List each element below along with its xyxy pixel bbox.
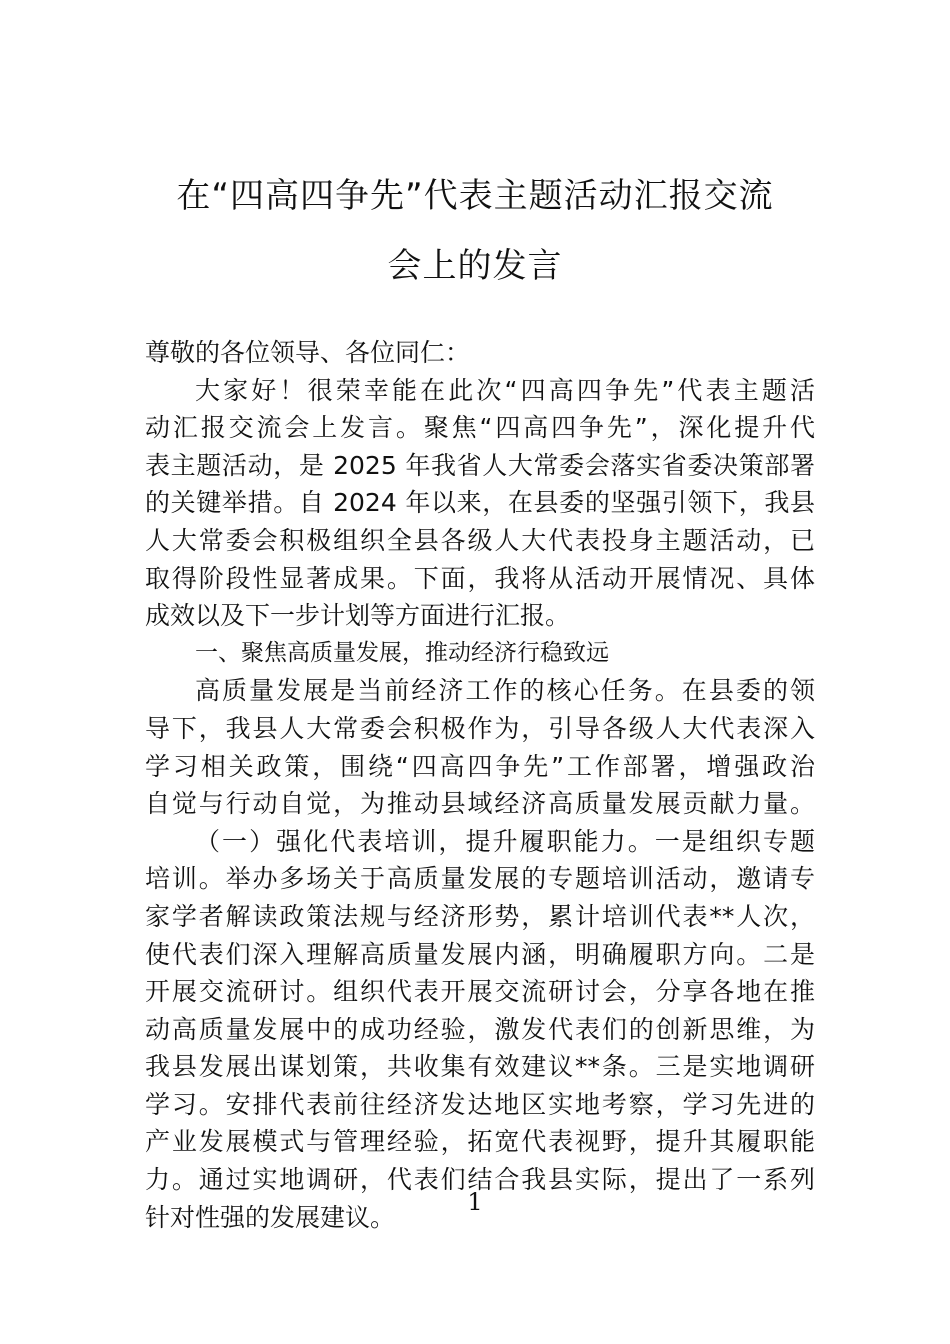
paragraph-line: （一）强化代表培训，提升履职能力。一是组织专题: [195, 826, 815, 856]
paragraph-line: 力。通过实地调研，代表们结合我县实际，提出了一系列: [145, 1165, 815, 1195]
page-number: 1: [467, 1188, 483, 1216]
paragraph-line: 开展交流研讨。组织代表开展交流研讨会，分享各地在推: [145, 977, 815, 1007]
paragraph-training: [145, 823, 815, 1237]
paragraph-line: 家学者解读政策法规与经济形势，累计培训代表**人次，: [145, 901, 815, 931]
salutation: 尊敬的各位领导、各位同仁：: [145, 338, 471, 367]
document-title-line-1: 在“四高四争先”代表主题活动汇报交流: [176, 176, 774, 216]
paragraph-line: 表主题活动，是 2025 年我省人大常委会落实省委决策部署: [145, 450, 815, 480]
paragraph-line: 的关键举措。自 2024 年以来，在县委的坚强引领下，我县: [145, 488, 815, 518]
paragraph-line: 人大常委会积极组织全县各级人大代表投身主题活动，已: [145, 525, 815, 555]
paragraph-line: 培训。举办多场关于高质量发展的专题培训活动，邀请专: [145, 864, 815, 894]
paragraph-line: 导下，我县人大常委会积极作为，引导各级人大代表深入: [145, 713, 815, 743]
paragraph-opening: [145, 372, 815, 635]
paragraph-line: 动高质量发展中的成功经验，激发代表们的创新思维，为: [145, 1014, 815, 1044]
paragraph-line: 使代表们深入理解高质量发展内涵，明确履职方向。二是: [145, 939, 815, 969]
paragraph-line: 高质量发展是当前经济工作的核心任务。在县委的领: [195, 676, 815, 706]
paragraph-line: 我县发展出谋划策，共收集有效建议**条。三是实地调研: [145, 1052, 815, 1082]
paragraph-line: 学习相关政策，围绕“四高四争先”工作部署，增强政治: [145, 751, 815, 781]
document-title-line-2: 会上的发言: [387, 246, 563, 286]
paragraph-line: 动汇报交流会上发言。聚焦“四高四争先”，深化提升代: [145, 413, 815, 443]
paragraph-line: 针对性强的发展建议。: [145, 1202, 396, 1232]
paragraph-line: 成效以及下一步计划等方面进行汇报。: [145, 601, 571, 631]
paragraph-section-intro: [145, 672, 815, 822]
document-body: [145, 334, 815, 1236]
paragraph-line: 大家好！很荣幸能在此次“四高四争先”代表主题活: [195, 375, 815, 405]
section-heading: 一、聚焦高质量发展，推动经济行稳致远: [195, 639, 609, 666]
paragraph-line: 取得阶段性显著成果。下面，我将从活动开展情况、具体: [145, 563, 815, 593]
paragraph-line: 自觉与行动自觉，为推动县域经济高质量发展贡献力量。: [145, 789, 815, 819]
paragraph-line: 产业发展模式与管理经验，拓宽代表视野，提升其履职能: [145, 1127, 815, 1157]
paragraph-line: 学习。安排代表前往经济发达地区实地考察，学习先进的: [145, 1089, 815, 1119]
